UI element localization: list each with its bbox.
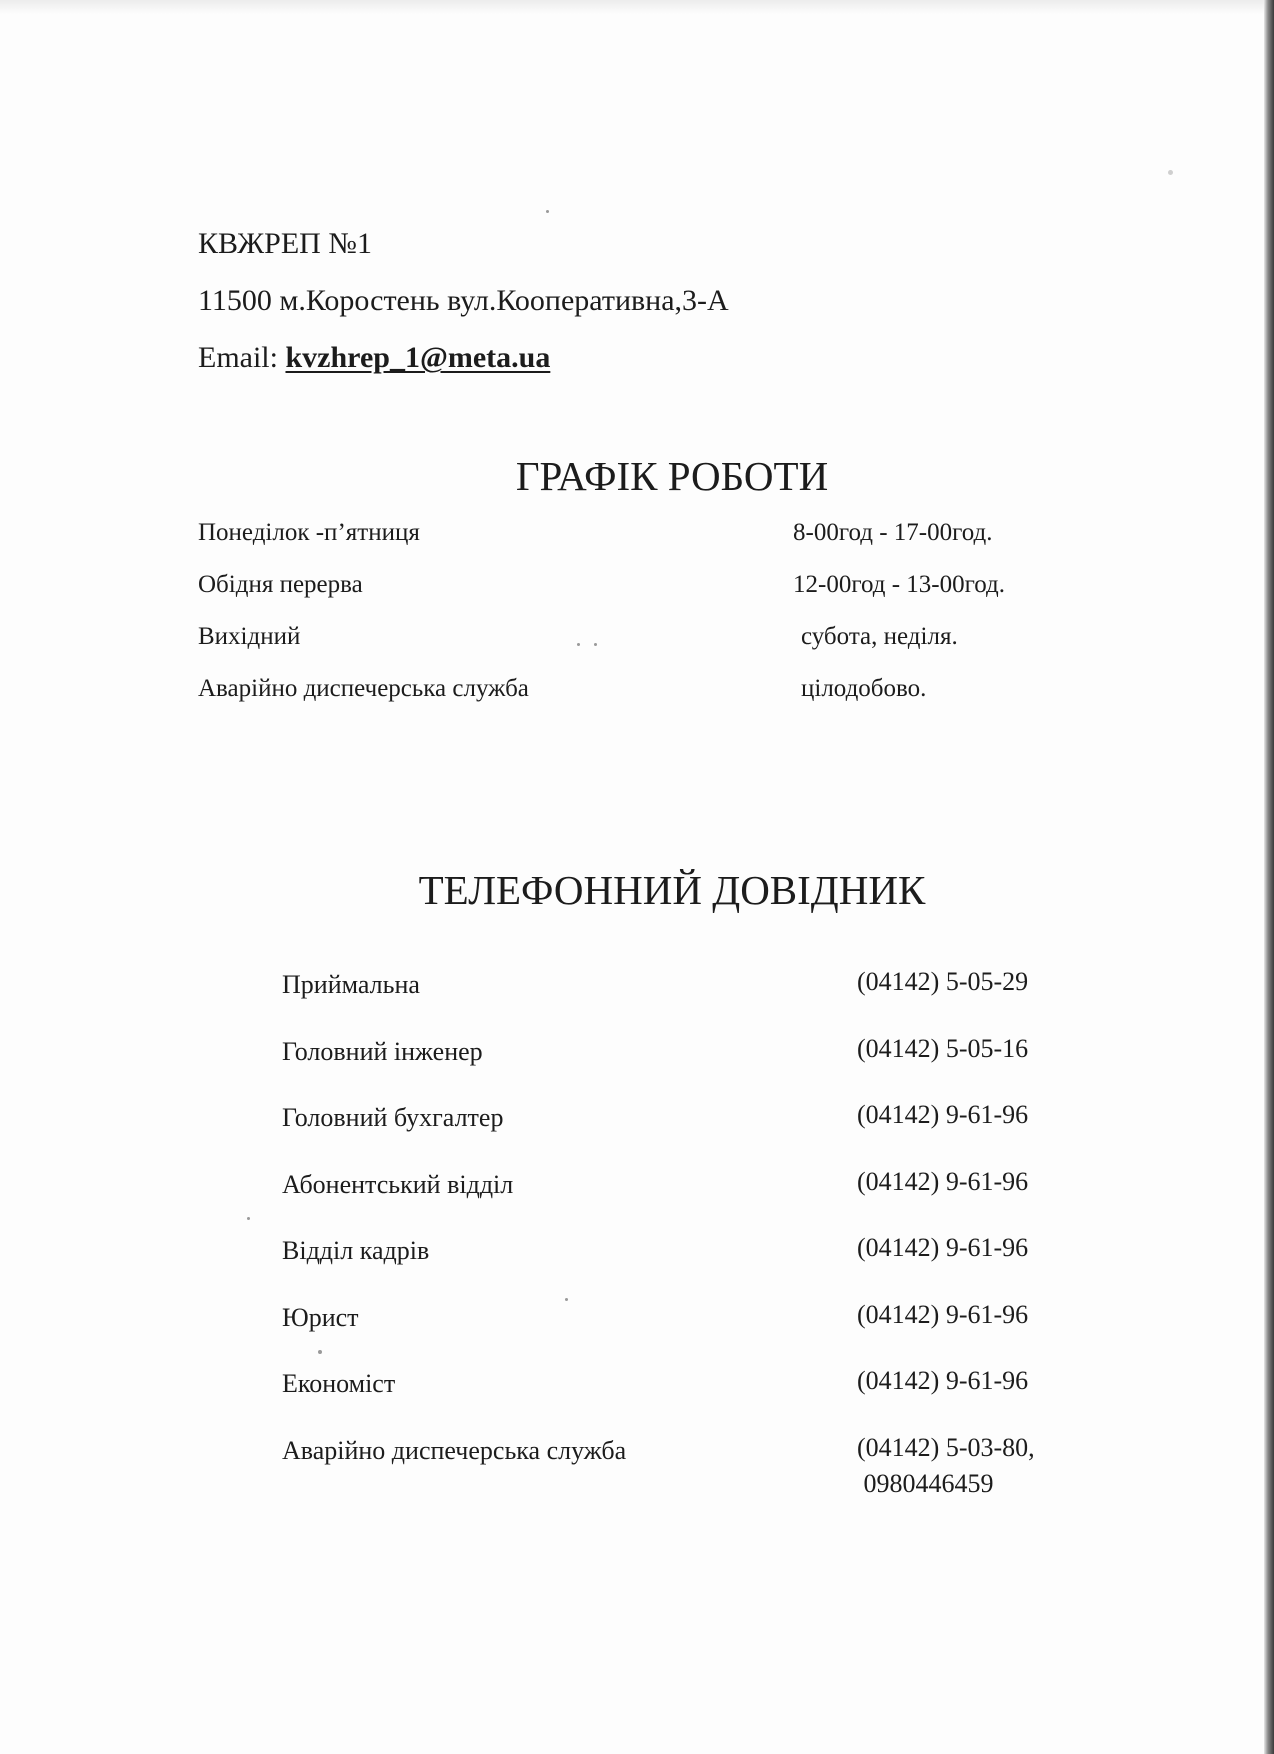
schedule-value: 8-00год - 17-00год.	[793, 519, 993, 546]
scan-speck	[247, 1217, 250, 1220]
schedule-value: 12-00год - 13-00год.	[793, 571, 1005, 598]
phonebook-row	[282, 1033, 1082, 1104]
schedule-row	[198, 675, 1078, 727]
organization-email	[198, 329, 729, 386]
phonebook-row	[282, 967, 1082, 1037]
phonebook-label: Економіст	[282, 1369, 396, 1398]
phonebook-mobile-number: 0980446459	[857, 1468, 994, 1498]
phonebook-row	[282, 1233, 1082, 1303]
scan-speck	[1168, 170, 1173, 175]
phonebook-label: Приймальна	[282, 970, 420, 999]
phonebook-row	[282, 1299, 1082, 1370]
phonebook-row	[282, 1166, 1082, 1237]
scan-right-edge	[1264, 0, 1274, 1754]
schedule-value: цілодобово.	[801, 675, 927, 702]
phonebook-label: Відділ кадрів	[282, 1236, 430, 1265]
phonebook-number: (04142) 9-61-96	[857, 1166, 1029, 1196]
organization-address: 11500 м.Коростень вул.Кооперативна,3-А	[198, 284, 729, 317]
schedule-row	[198, 623, 1078, 675]
phonebook-number: (04142) 9-61-96	[857, 1100, 1029, 1129]
schedule-label: Обідня перерва	[198, 571, 363, 598]
phonebook-label: Юрист	[282, 1302, 359, 1332]
schedule-row	[198, 571, 1078, 623]
email-link[interactable]: kvzhrep_1@meta.ua	[285, 341, 551, 374]
schedule-table	[198, 519, 1078, 727]
schedule-label: Аварійно диспечерська служба	[198, 675, 529, 702]
phonebook-label: Абонентський відділ	[282, 1169, 514, 1199]
phonebook-number-pair	[857, 1430, 1035, 1502]
phonebook-number: (04142) 5-05-16	[857, 1033, 1029, 1063]
schedule-title: ГРАФІК РОБОТИ	[515, 453, 829, 499]
phonebook-row	[282, 1366, 1082, 1436]
schedule-label: Вихідний	[198, 623, 301, 650]
phonebook-number: (04142) 5-05-29	[857, 967, 1029, 996]
phonebook-label: Аварійно диспечерська служба	[282, 1435, 627, 1465]
phonebook-number: (04142) 9-61-96	[857, 1366, 1029, 1395]
phonebook-table	[282, 967, 1082, 1502]
organization-name: КВЖРЕП №1	[198, 227, 372, 260]
phonebook-title: ТЕЛЕФОННИЙ ДОВІДНИК	[418, 867, 926, 913]
phonebook-number: (04142) 9-61-96	[857, 1233, 1029, 1262]
phonebook-label: Головний інженер	[282, 1036, 483, 1066]
phonebook-number: (04142) 9-61-96	[857, 1299, 1029, 1329]
email-label: Email:	[198, 341, 286, 374]
schedule-value: субота, неділя.	[801, 623, 958, 650]
schedule-row	[198, 519, 1078, 571]
organization-header	[198, 215, 729, 386]
phonebook-number: (04142) 5-03-80,	[857, 1432, 1035, 1462]
phonebook-row	[282, 1432, 1082, 1503]
phonebook-row	[282, 1100, 1082, 1170]
schedule-label: Понеділок -п’ятниця	[198, 519, 420, 546]
scan-speck	[546, 210, 549, 213]
scan-top-shadow	[0, 0, 1264, 14]
phonebook-label: Головний бухгалтер	[282, 1103, 504, 1132]
